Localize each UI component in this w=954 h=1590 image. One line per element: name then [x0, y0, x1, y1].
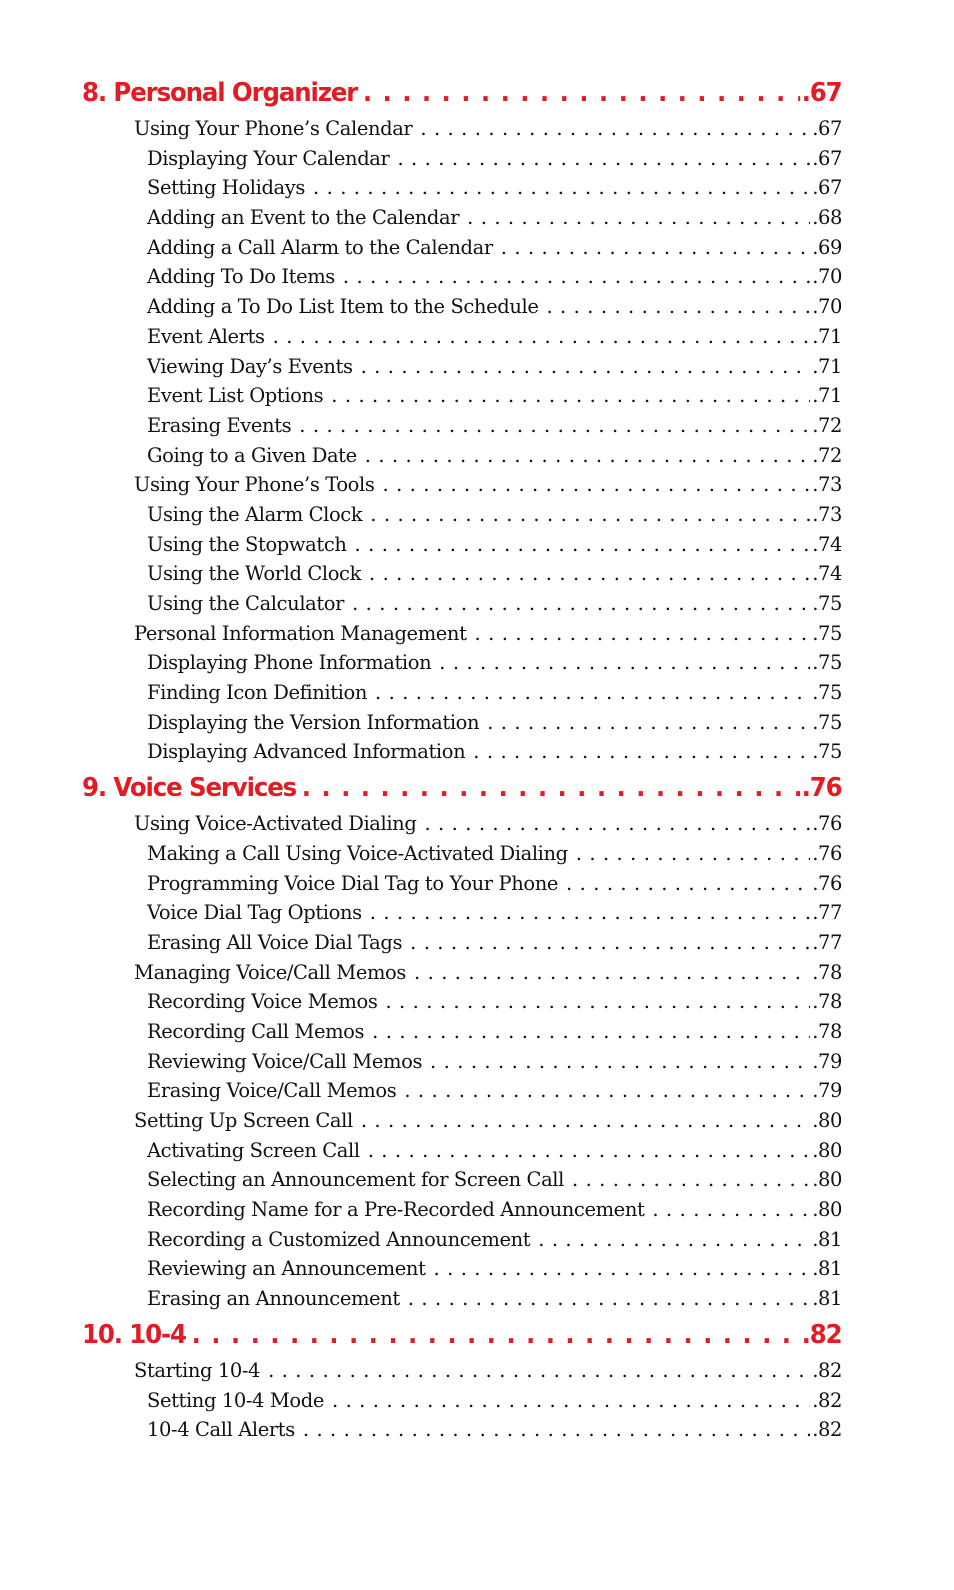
- entry-page-number: .70: [812, 295, 842, 319]
- toc-subsection: [82, 1047, 842, 1077]
- toc-subsection: [82, 441, 842, 471]
- dot-leader: [313, 173, 810, 203]
- toc-subsection: [82, 1254, 842, 1284]
- entry-title: Using Your Phone’s Calendar: [134, 117, 413, 140]
- toc-subsection: [82, 1136, 842, 1166]
- toc-subsection: [82, 1195, 842, 1225]
- dot-leader: [473, 737, 810, 767]
- entry-page-number: .71: [812, 354, 842, 378]
- dot-leader: [546, 292, 810, 322]
- entry-title: Starting 10-4: [134, 1358, 261, 1382]
- dot-leader: [487, 708, 810, 738]
- dot-leader: [538, 1225, 810, 1255]
- entry-title: Setting Holidays: [147, 176, 305, 200]
- dot-leader: [299, 411, 810, 441]
- toc-subsection: [82, 648, 842, 678]
- entry-title: Event Alerts: [147, 324, 265, 348]
- dot-leader: [430, 1047, 810, 1077]
- dot-leader: [408, 1284, 810, 1314]
- dot-leader: [475, 619, 811, 649]
- entry-page-number: .77: [812, 930, 842, 954]
- dot-leader: [365, 441, 810, 471]
- toc-subsection: [82, 352, 842, 382]
- entry-title: Using Voice-Activated Dialing: [134, 812, 417, 836]
- chapter-title: 9. Voice Services: [82, 773, 297, 804]
- toc-subsection: [82, 839, 842, 869]
- entry-page-number: .71: [812, 324, 842, 348]
- entry-title: Personal Information Management: [134, 621, 467, 645]
- dot-leader: [420, 114, 810, 144]
- toc-subsection: [82, 869, 842, 899]
- entry-page-number: .76: [812, 841, 842, 865]
- toc-subsection: [82, 203, 842, 233]
- toc-subsection: [82, 144, 842, 174]
- entry-title: Reviewing Voice/Call Memos: [147, 1049, 423, 1073]
- toc-subsection: [82, 737, 842, 767]
- chapter-heading: [82, 1314, 842, 1356]
- dot-leader: [434, 1254, 811, 1284]
- dot-leader: [572, 1165, 810, 1195]
- entry-title: Programming Voice Dial Tag to Your Phone: [147, 871, 559, 895]
- entry-page-number: .69: [812, 235, 842, 259]
- toc-subsection: [82, 1225, 842, 1255]
- entry-page-number: .78: [812, 1019, 842, 1043]
- toc-section: [82, 1106, 842, 1136]
- entry-title: Using the Alarm Clock: [147, 502, 363, 526]
- toc-subsection: [82, 708, 842, 738]
- dot-leader: [439, 648, 810, 678]
- entry-title: Erasing Voice/Call Memos: [147, 1079, 397, 1103]
- entry-title: Adding a Call Alarm to the Calendar: [147, 235, 493, 259]
- entry-page-number: .77: [812, 901, 842, 925]
- entry-title: Displaying Your Calendar: [147, 146, 390, 170]
- entry-title: Erasing All Voice Dial Tags: [147, 930, 403, 954]
- dot-leader: [268, 1356, 810, 1386]
- dot-leader: [273, 322, 811, 352]
- dot-leader: [361, 1106, 810, 1136]
- entry-title: Using the Calculator: [147, 592, 345, 615]
- entry-title: Finding Icon Definition: [147, 681, 368, 705]
- entry-page-number: .81: [812, 1257, 842, 1281]
- dot-leader: [501, 233, 810, 263]
- entry-page-number: .82: [812, 1388, 842, 1412]
- entry-title: Reviewing an Announcement: [147, 1257, 426, 1281]
- dot-leader: [382, 470, 810, 500]
- entry-page-number: .79: [812, 1079, 842, 1103]
- entry-page-number: .80: [812, 1168, 842, 1192]
- entry-title: Recording Name for a Pre-Recorded Announcement: [147, 1198, 645, 1222]
- entry-title: Event List Options: [147, 384, 324, 408]
- entry-page-number: .67: [812, 117, 842, 140]
- toc-subsection: [82, 381, 842, 411]
- dot-leader: [576, 839, 810, 869]
- entry-page-number: .68: [812, 206, 842, 230]
- entry-title: Erasing an Announcement: [147, 1287, 400, 1311]
- dot-leader: [652, 1195, 810, 1225]
- dot-leader: [397, 144, 810, 174]
- entry-page-number: .81: [812, 1287, 842, 1311]
- dot-leader: [566, 869, 810, 899]
- dot-leader: [385, 987, 810, 1017]
- dot-leader: [467, 203, 810, 233]
- dot-leader: [375, 678, 810, 708]
- chapter-heading: [82, 72, 842, 114]
- entry-page-number: .80: [812, 1198, 842, 1222]
- dot-leader: [424, 809, 810, 839]
- entry-title: Using Your Phone’s Tools: [134, 473, 375, 497]
- dot-leader: [368, 1136, 810, 1166]
- toc-subsection: [82, 559, 842, 589]
- entry-page-number: .80: [812, 1138, 842, 1162]
- entry-title: Erasing Events: [147, 413, 292, 437]
- entry-title: Activating Screen Call: [147, 1138, 360, 1162]
- entry-title: Voice Dial Tag Options: [147, 901, 362, 925]
- entry-title: Managing Voice/Call Memos: [134, 960, 406, 984]
- entry-page-number: .81: [812, 1227, 842, 1251]
- chapter-title: 8. Personal Organizer: [82, 78, 358, 108]
- toc-subsection: [82, 987, 842, 1017]
- toc-subsection: [82, 262, 842, 292]
- entry-page-number: .75: [812, 681, 842, 705]
- toc-subsection: [82, 530, 842, 560]
- dot-leader: [192, 1314, 800, 1356]
- dot-leader: [361, 352, 811, 382]
- entry-title: Recording a Customized Announcement: [147, 1227, 531, 1251]
- entry-title: Adding a To Do List Item to the Schedule: [147, 295, 539, 319]
- entry-title: Setting Up Screen Call: [134, 1109, 353, 1132]
- dot-leader: [370, 898, 810, 928]
- chapter-title: 10. 10-4: [82, 1319, 186, 1350]
- entry-title: Viewing Day’s Events: [147, 354, 353, 378]
- entry-page-number: .70: [812, 265, 842, 289]
- dot-leader: [414, 958, 810, 988]
- entry-page-number: .72: [812, 443, 842, 467]
- chapter-page-number: .67: [801, 78, 842, 108]
- entry-page-number: .67: [812, 176, 842, 200]
- entry-page-number: .74: [812, 562, 842, 586]
- entry-title: Displaying Phone Information: [147, 651, 432, 675]
- entry-title: Setting 10-4 Mode: [147, 1388, 324, 1412]
- dot-leader: [332, 1386, 810, 1416]
- toc-subsection: [82, 233, 842, 263]
- toc-subsection: [82, 411, 842, 441]
- toc-section: [82, 470, 842, 500]
- dot-leader: [410, 928, 810, 958]
- toc-subsection: [82, 1415, 842, 1445]
- entry-title: Displaying the Version Information: [147, 710, 480, 734]
- entry-title: Recording Call Memos: [147, 1019, 365, 1043]
- entry-title: Going to a Given Date: [147, 443, 357, 467]
- dot-leader: [372, 1017, 810, 1047]
- entry-page-number: .75: [812, 740, 842, 764]
- toc-section: [82, 809, 842, 839]
- entry-title: Adding an Event to the Calendar: [147, 206, 460, 230]
- dot-leader: [302, 767, 800, 809]
- dot-leader: [363, 72, 800, 114]
- entry-page-number: .75: [812, 710, 842, 734]
- toc-section: [82, 1356, 842, 1386]
- dot-leader: [343, 262, 810, 292]
- toc-subsection: [82, 500, 842, 530]
- toc-subsection: [82, 928, 842, 958]
- dot-leader: [355, 530, 811, 560]
- dot-leader: [404, 1076, 810, 1106]
- toc-subsection: [82, 1284, 842, 1314]
- toc-subsection: [82, 1386, 842, 1416]
- entry-title: Using the World Clock: [147, 562, 361, 586]
- toc-section: [82, 958, 842, 988]
- toc-section: [82, 619, 842, 649]
- entry-title: Using the Stopwatch: [147, 532, 347, 556]
- toc-subsection: [82, 898, 842, 928]
- entry-page-number: .67: [812, 146, 842, 170]
- dot-leader: [369, 559, 810, 589]
- entry-page-number: .78: [812, 990, 842, 1014]
- entry-title: Selecting an Announcement for Screen Call: [147, 1168, 564, 1192]
- entry-page-number: .74: [812, 532, 842, 556]
- entry-page-number: .82: [812, 1418, 842, 1442]
- toc-subsection: [82, 678, 842, 708]
- toc-subsection: [82, 1076, 842, 1106]
- chapter-heading: [82, 767, 842, 809]
- entry-page-number: .71: [812, 384, 842, 408]
- toc-subsection: [82, 322, 842, 352]
- chapter-page-number: .82: [801, 1319, 842, 1350]
- toc-subsection: [82, 1017, 842, 1047]
- dot-leader: [352, 589, 810, 619]
- entry-page-number: .72: [812, 413, 842, 437]
- entry-page-number: .75: [812, 592, 842, 615]
- entry-page-number: .75: [812, 651, 842, 675]
- table-of-contents: [82, 72, 842, 1445]
- entry-page-number: .76: [812, 871, 842, 895]
- entry-title: Adding To Do Items: [147, 265, 335, 289]
- entry-page-number: .79: [812, 1049, 842, 1073]
- entry-page-number: .73: [812, 502, 842, 526]
- entry-title: 10-4 Call Alerts: [147, 1418, 295, 1442]
- dot-leader: [370, 500, 810, 530]
- entry-page-number: .73: [812, 473, 842, 497]
- toc-subsection: [82, 1165, 842, 1195]
- entry-page-number: .80: [812, 1109, 842, 1132]
- entry-title: Displaying Advanced Information: [147, 740, 466, 764]
- entry-title: Recording Voice Memos: [147, 990, 378, 1014]
- entry-page-number: .82: [812, 1358, 842, 1382]
- entry-page-number: .78: [812, 960, 842, 984]
- dot-leader: [303, 1415, 810, 1445]
- chapter-page-number: .76: [801, 773, 842, 804]
- toc-subsection: [82, 173, 842, 203]
- dot-leader: [331, 381, 810, 411]
- entry-page-number: .76: [812, 812, 842, 836]
- toc-subsection: [82, 292, 842, 322]
- toc-section: [82, 114, 842, 144]
- entry-title: Making a Call Using Voice-Activated Dialing: [147, 841, 568, 865]
- entry-page-number: .75: [812, 621, 842, 645]
- toc-subsection: [82, 589, 842, 619]
